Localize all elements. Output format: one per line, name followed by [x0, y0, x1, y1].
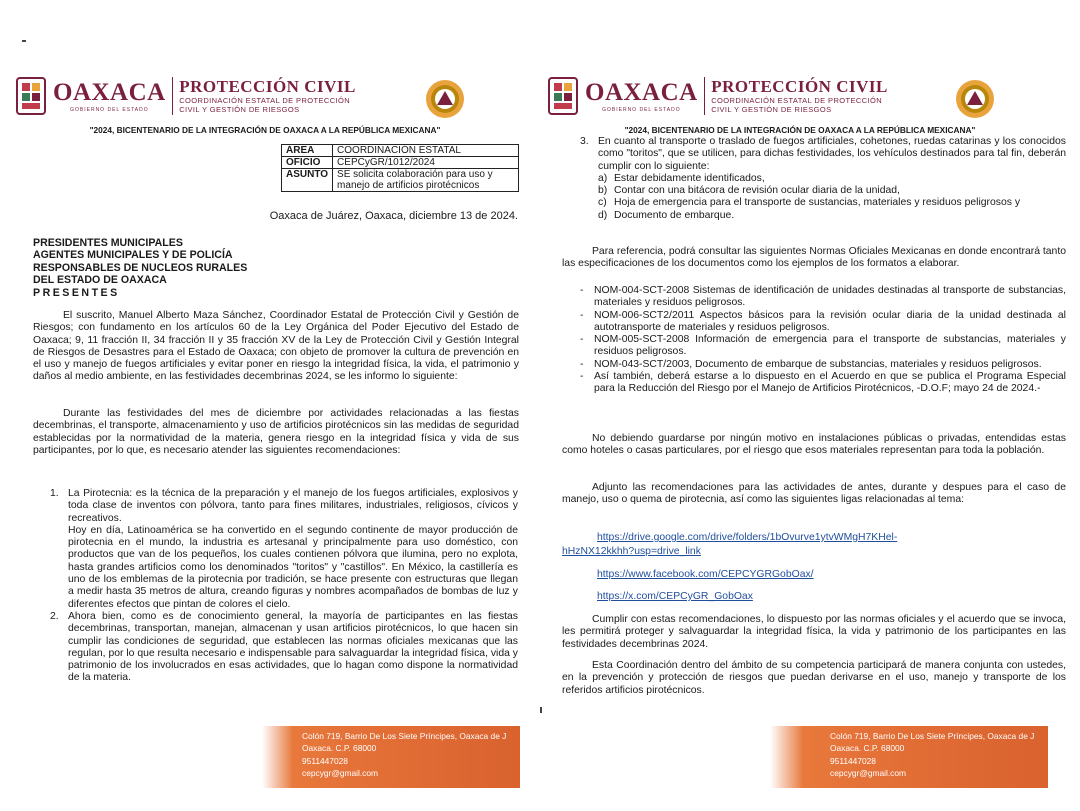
table-value: CEPCyGR/1012/2024	[333, 157, 519, 169]
list-letter: b)	[598, 185, 608, 197]
recommendations-list	[50, 488, 518, 685]
list-item-text: Estar debidamente identificados,	[614, 172, 765, 184]
logo-divider	[172, 77, 174, 115]
addressee-line: PRESENTES	[33, 286, 120, 299]
scan-mark	[22, 40, 26, 42]
list-item	[598, 210, 1066, 222]
list-item-text: Documento de embarque.	[614, 209, 735, 221]
agency-subtitle-2: CIVIL Y GESTIÓN DE RIESGOS	[711, 105, 832, 114]
norms-list	[580, 285, 1066, 396]
item-3	[580, 136, 1066, 222]
table-label: ÁREA	[282, 145, 333, 157]
brand-subtitle: GOBIERNO DEL ESTADO	[70, 106, 149, 113]
date-line: Oaxaca de Juárez, Oaxaca, diciembre 13 de 2024.	[269, 210, 518, 222]
list-letter: a)	[598, 172, 608, 184]
addressee-block	[33, 237, 333, 299]
x-link-block	[597, 591, 1057, 603]
year-motto: "2024, BICENTENARIO DE LA INTEGRACIÓN DE OAXACA A LA REPÚBLICA MEXICANA"	[624, 125, 976, 135]
list-item-text: Ahora bien, como es de conocimiento general, la mayoría de participantes en las fiestas decembrinas, transportan, manejan, almacenan y usan artificios pirotécnicos, lo que hacen sin cumplir las condiciones de seguridad, que establecen las normas oficiales mexicanas que las regulan, por lo que resulta necesario e indispensable para salvaguardar la integridad física, vida y patrimonio de los involucrados en esas actividades, que lo hagan como dispone la normatividad de la materia.	[68, 610, 518, 684]
vehicle-requirements	[598, 173, 1066, 222]
list-item: - NOM-043-SCT/2003, Documento de embarque de substancias, materiales y residuos peligrosos.	[580, 359, 1066, 371]
context-paragraph: Durante las festividades del mes de diciembre por actividades relacionadas a las fiestas decembrinas, el transporte, almacenamiento y uso de artificios pirotécnicos sin las medidas de seguridad establecidas por la normatividad de la materia, genera riesgo en la integridad física y vida de sus participantes, por lo que, es necesario atender las siguientes recomendaciones:	[33, 408, 519, 456]
footer-address: Colón 719, Barrio De Los Siete Príncipes, Oaxaca de J	[830, 731, 1035, 741]
letter-page-2	[540, 0, 1080, 811]
table-value: SE solicita colaboración para uso y manejo de artificios pirotécnicos	[333, 169, 519, 192]
footer-contact	[830, 730, 1034, 780]
list-letter: c)	[598, 197, 607, 209]
brand-name: OAXACA	[53, 78, 166, 106]
addressee-line: PRESIDENTES MUNICIPALES	[33, 237, 183, 249]
x-link[interactable]: https://x.com/CEPCyGR_GobOax	[597, 591, 753, 602]
footer-contact	[302, 730, 506, 780]
list-item	[50, 488, 518, 611]
list-item	[50, 611, 518, 685]
list-number: 2.	[50, 610, 59, 622]
links-paragraph: Adjunto las recomendaciones para las actividades de antes, durante y despues para el caso de manejo, uso o quema de pirotecnia, así como las siguientes ligas relacionadas al tema:	[562, 482, 1066, 506]
year-motto: "2024, BICENTENARIO DE LA INTEGRACIÓN DE OAXACA A LA REPÚBLICA MEXICANA"	[89, 125, 441, 135]
addressee-line: AGENTES MUNICIPALES Y DE POLICÍA	[33, 249, 233, 262]
drive-link-continued[interactable]: hHzNX12kkhh?usp=drive_link	[562, 546, 701, 557]
footer-email: cepcygr@gmail.com	[830, 768, 906, 779]
agency-subtitle-1: COORDINACIÓN ESTATAL DE PROTECCIÓN	[179, 96, 351, 105]
oaxaca-seal-icon	[547, 76, 579, 116]
oaxaca-logo	[547, 76, 888, 116]
list-item: - NOM-005-SCT-2008 Información de emergencia para el transporte de substancias, materiales y residuos peligrosos.	[580, 334, 1066, 359]
list-item-text: Hoja de emergencia para el transporte de sustancias, materiales y residuos peligrosos y	[614, 197, 1021, 209]
list-item	[598, 197, 1066, 209]
oaxaca-logo	[15, 76, 356, 116]
table-row	[282, 169, 519, 192]
list-item	[598, 185, 1066, 197]
footer-phone: 9511447028	[830, 755, 876, 766]
footer-city: Oaxaca. C.P. 68000	[302, 743, 377, 754]
addressee-line: DEL ESTADO DE OAXACA	[33, 274, 167, 287]
drive-link-block	[597, 532, 1057, 544]
list-number: 1.	[50, 488, 59, 499]
footer-band	[770, 726, 1048, 788]
list-item: - NOM-004-SCT-2008 Sistemas de identificación de unidades destinadas al transporte de substancias, materiales y residuos peligrosos.	[580, 285, 1066, 310]
closing-paragraph-2: Esta Coordinación dentro del ámbito de su competencia participará de manera conjunta con ustedes, en la prevención y protección de riesgos que puedan derivarse en el uso, manejo y transporte de los referidos artificios pirotécnicos.	[562, 660, 1066, 696]
list-item	[580, 136, 1066, 222]
reference-table	[281, 144, 519, 192]
oaxaca-seal-icon	[15, 76, 47, 116]
footer-phone: 9511447028	[302, 755, 348, 766]
footer-band	[262, 726, 520, 788]
list-item-text: La Pirotecnia: es la técnica de la preparación y el manejo de los fuegos artificiales, explosivos y toda clase de inventos con pólvora, tanto para fines militares, industriales, religiosos, cívicos y recreativos.	[68, 488, 518, 524]
drive-link-block-2	[562, 546, 1022, 558]
storage-paragraph: No debiendo guardarse por ningún motivo en instalaciones públicas o privadas, entendidas estas como hoteles o casas particulares, por el riesgo que esos materiales representan para toda la población.	[562, 433, 1066, 457]
agency-subtitle-2: CIVIL Y GESTIÓN DE RIESGOS	[179, 105, 300, 114]
drive-link[interactable]: https://drive.google.com/drive/folders/1bOvurve1ytvWMgH7KHel-	[597, 532, 898, 543]
brand-name: OAXACA	[585, 78, 698, 106]
list-item-text: Hoy en día, Latinoamérica se ha convertido en el segundo continente de mayor producción de pirotecnia en el mundo, la industria es artesanal y principalmente para uso doméstico, con productos que van de los pequeños, los cuales contienen pólvora que ilumina, pero no explota, hasta grandes artificios como los denominados "toritos" y "castillos". En México, la castillería es uno de los emblemas de la pirotecnia por tradición, se hace presente con estructuras que llegan a medir hasta 35 metros de altura, creando figuras y nombres acompañados de bombas de luz y diferentes efectos que pintan de colores el cielo.	[68, 524, 518, 610]
list-item: - NOM-006-SCT2/2011 Aspectos básicos para la revisión ocular diaria de la unidad destinada al autotransporte de materiales y residuos peligrosos.	[580, 310, 1066, 335]
scan-mark	[540, 707, 542, 713]
proteccion-civil-emblem-icon	[424, 78, 466, 120]
list-item: - Así también, deberá estarse a lo dispuesto en el Acuerdo en que se publica el Programa Especial para la Reducción del Riesgo por el Manejo de Artificios Pirotécnicos, -D.O.F; mayo 24 de 2024.-	[580, 371, 1066, 396]
list-item	[598, 173, 1066, 185]
proteccion-civil-emblem-icon	[954, 78, 996, 120]
addressee-line: RESPONSABLES DE NUCLEOS RURALES	[33, 261, 248, 274]
logo-divider	[704, 77, 706, 115]
table-value: COORDINACIÓN ESTATAL	[333, 145, 519, 157]
brand-subtitle: GOBIERNO DEL ESTADO	[602, 106, 681, 113]
table-row	[282, 157, 519, 169]
agency-subtitle-1: COORDINACIÓN ESTATAL DE PROTECCIÓN	[711, 96, 883, 105]
table-label: OFICIO	[282, 157, 333, 169]
agency-title: PROTECCIÓN CIVIL	[179, 77, 356, 96]
closing-paragraph-1: Cumplir con estas recomendaciones, lo dispuesto por las normas oficiales y el acuerdo que se invoca, les permitirá proteger y salvaguardar la integridad física, la vida y patrimonio de los participantes en las festividades decembrinas 2024.	[562, 614, 1066, 650]
footer-email: cepcygr@gmail.com	[302, 768, 378, 779]
list-number: 3.	[580, 136, 589, 147]
facebook-link[interactable]: https://www.facebook.com/CEPCYGRGobOax/	[597, 569, 814, 580]
footer-address: Colón 719, Barrio De Los Siete Príncipes, Oaxaca de J	[302, 731, 507, 741]
list-item-text: Contar con una bitácora de revisión ocular diaria de la unidad,	[614, 185, 900, 197]
footer-city: Oaxaca. C.P. 68000	[830, 743, 905, 754]
table-label: ASUNTO	[282, 169, 333, 192]
table-row	[282, 145, 519, 157]
list-letter: d)	[598, 209, 608, 221]
letter-page-1	[0, 0, 530, 811]
facebook-link-block	[597, 569, 1057, 581]
agency-title: PROTECCIÓN CIVIL	[711, 77, 888, 96]
intro-paragraph: El suscrito, Manuel Alberto Maza Sánchez, Coordinador Estatal de Protección Civil y Gestión de Riesgos; con fundamento en los artículos 60 de la Ley Orgánica del Poder Ejecutivo del Estado de Oaxaca; 9, 11 fracción II, 34 fracción II y 35 fracción XV de la Ley de Protección Civil y Gestión Integral de Riesgos de Desastres para el Estado de Oaxaca; con objeto de promover la cultura de prevención en el uso y manejo de fuegos artificiales y evitar poner en riesgo la integridad física, la vida, el patrimonio y daños al medio ambiente, en las festividades decembrinas 2024, se les informo lo siguiente:	[33, 310, 519, 383]
reference-paragraph: Para referencia, podrá consultar las siguientes Normas Oficiales Mexicanas en donde encontrará tanto las especificaciones de los documentos como los ejemplos de los formatos a elaborar.	[562, 246, 1066, 270]
list-item-text: En cuanto al transporte o traslado de fuegos artificiales, cohetones, ruedas catarinas y los conocidos como "toritos", que se utilicen, para dichas festividades, los vehículos destinados para tal fin, deberán cumplir con lo siguiente:	[598, 136, 1066, 172]
